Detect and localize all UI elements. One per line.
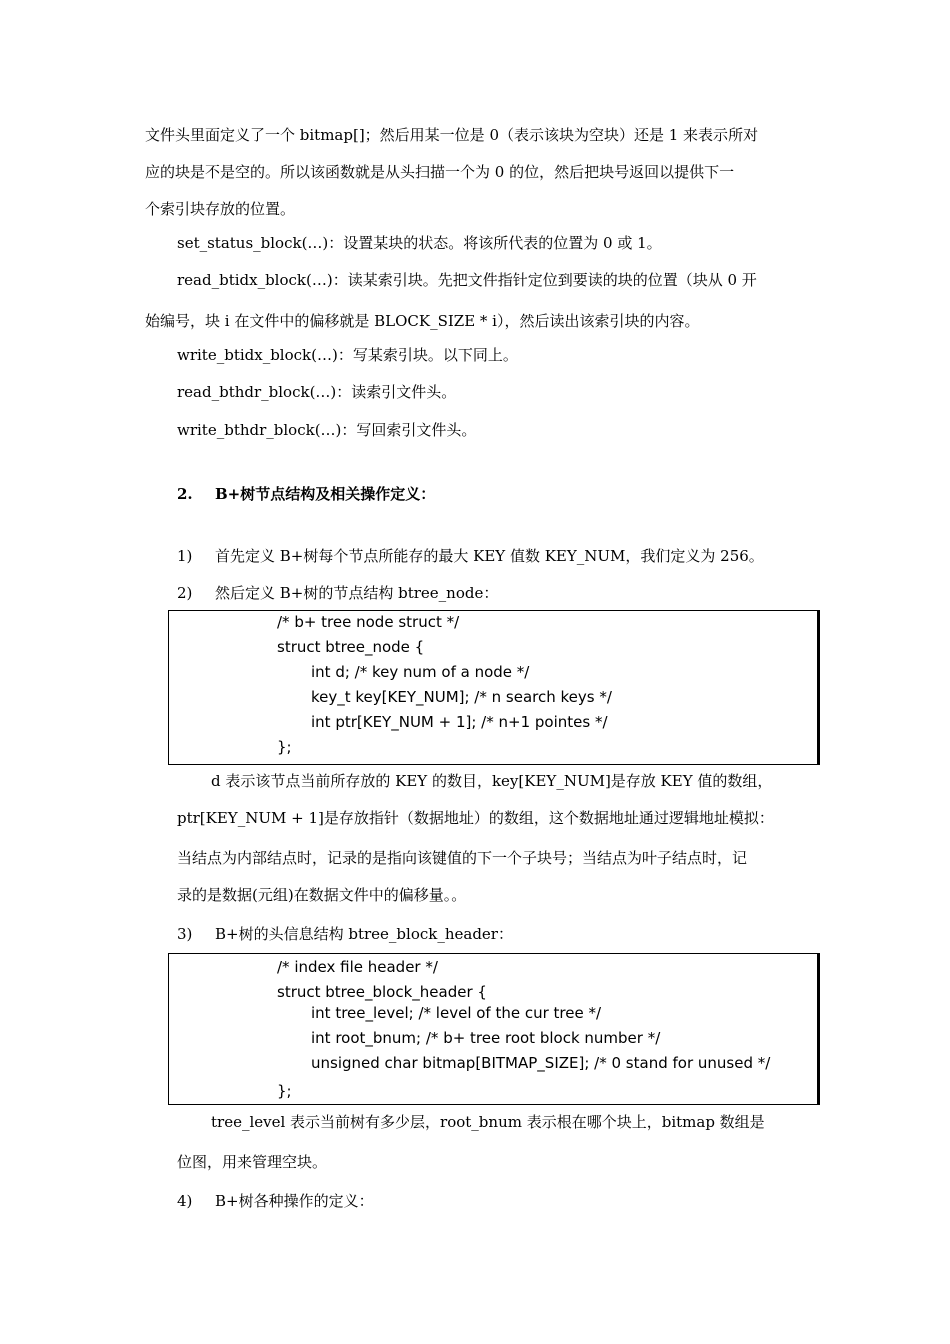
paragraph-line: tree_level 表示当前树有多少层，root_bnum 表示根在哪个块上，bitmap 数组是 bbox=[211, 1113, 765, 1131]
code-line: int root_bnum; /* b+ tree root block number */ bbox=[311, 1029, 661, 1047]
paragraph-read-btidx-block: read_btidx_block(…)：读某索引块。先把文件指针定位到要读的块的位置（块从 0 开 bbox=[177, 271, 757, 289]
paragraph-line: ptr[KEY_NUM + 1]是存放指针（数据地址）的数组，这个数据地址通过逻辑地址模拟： bbox=[177, 809, 774, 827]
code-line: struct btree_block_header { bbox=[277, 983, 487, 1001]
list-item bbox=[177, 1191, 374, 1211]
list-text: B+树各种操作的定义： bbox=[215, 1192, 374, 1210]
code-line: /* index file header */ bbox=[277, 958, 438, 976]
paragraph-set-status-block: set_status_block(…)：设置某块的状态。将该所代表的位置为 0 或 1。 bbox=[177, 234, 662, 252]
list-number: 2) bbox=[177, 584, 193, 602]
list-number: 4) bbox=[177, 1192, 193, 1210]
code-line: int ptr[KEY_NUM + 1]; /* n+1 pointes */ bbox=[311, 713, 608, 731]
paragraph-write-bthdr-block: write_bthdr_block(…)：写回索引文件头。 bbox=[177, 421, 477, 439]
paragraph-line: 位图，用来管理空块。 bbox=[177, 1153, 328, 1171]
paragraph-write-btidx-block: write_btidx_block(…)：写某索引块。以下同上。 bbox=[177, 346, 518, 364]
list-text: 首先定义 B+树每个节点所能存的最大 KEY 值数 KEY_NUM，我们定义为 256。 bbox=[215, 547, 764, 565]
code-line: int d; /* key num of a node */ bbox=[311, 663, 530, 681]
code-line: unsigned char bitmap[BITMAP_SIZE]; /* 0 stand for unused */ bbox=[311, 1054, 771, 1072]
section-heading bbox=[177, 484, 435, 504]
list-text: B+树的头信息结构 btree_block_header： bbox=[215, 925, 513, 943]
list-number: 1) bbox=[177, 547, 193, 565]
paragraph-line: 录的是数据(元组)在数据文件中的偏移量。。 bbox=[177, 886, 467, 904]
code-line: }; bbox=[277, 1082, 292, 1100]
section-number: 2. bbox=[177, 485, 193, 503]
code-line: struct btree_node { bbox=[277, 638, 425, 656]
paragraph-line: 当结点为内部结点时，记录的是指向该键值的下一个子块号；当结点为叶子结点时，记 bbox=[177, 849, 748, 867]
paragraph-line: 文件头里面定义了一个 bitmap[]；然后用某一位是 0（表示该块为空块）还是 1 来表示所对 bbox=[145, 126, 759, 144]
code-line: key_t key[KEY_NUM]; /* n search keys */ bbox=[311, 688, 612, 706]
list-item bbox=[177, 546, 764, 566]
paragraph-line: 始编号，块 i 在文件中的偏移就是 BLOCK_SIZE * i），然后读出该索引块的内容。 bbox=[145, 312, 700, 330]
paragraph-line: 应的块是不是空的。所以该函数就是从头扫描一个为 0 的位，然后把块号返回以提供下一 bbox=[145, 163, 735, 181]
list-item bbox=[177, 924, 513, 944]
paragraph-line: d 表示该节点当前所存放的 KEY 的数目，key[KEY_NUM]是存放 KEY 值的数组， bbox=[211, 772, 773, 790]
list-item bbox=[177, 583, 498, 603]
code-line: /* b+ tree node struct */ bbox=[277, 613, 460, 631]
list-number: 3) bbox=[177, 925, 193, 943]
code-line: }; bbox=[277, 738, 292, 756]
code-line: int tree_level; /* level of the cur tree */ bbox=[311, 1004, 602, 1022]
paragraph-line: 个索引块存放的位置。 bbox=[145, 200, 296, 218]
section-title: B+树节点结构及相关操作定义： bbox=[215, 485, 436, 503]
paragraph-read-bthdr-block: read_bthdr_block(…)：读索引文件头。 bbox=[177, 383, 457, 401]
list-text: 然后定义 B+树的节点结构 btree_node： bbox=[215, 584, 499, 602]
